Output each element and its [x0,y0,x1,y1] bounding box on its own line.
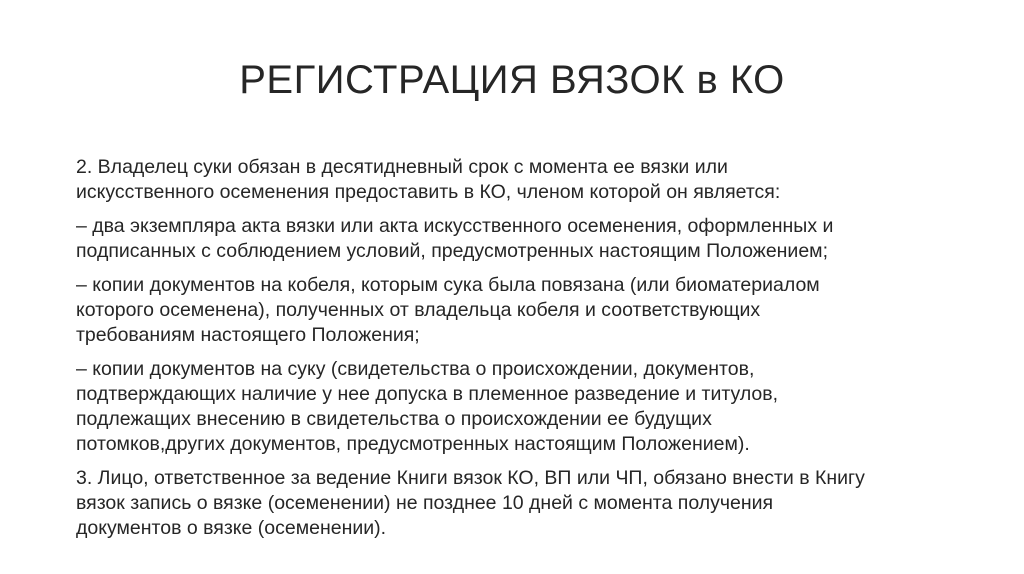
paragraph-owner-obligation: 2. Владелец суки обязан в десятидневный срок с момента ее вязки или искусственного осеменения предоставить в КО, членом которой он является: [76,156,781,203]
slide-title: РЕГИСТРАЦИЯ ВЯЗОК в КО [239,58,785,102]
slide-body [76,155,956,550]
paragraph-registry-deadline: 3. Лицо, ответственное за ведение Книги вязок КО, ВП или ЧП, обязано внести в Книгу вязок запись о вязке (осеменении) не позднее 10 дней с момента получения документов о вязке (осеменении). [76,467,865,539]
paragraph-mating-act-copies: – два экземпляра акта вязки или акта искусственного осеменения, оформленных и подписанных с соблюдением условий, предусмотренных настоящим Положением; [76,215,834,262]
paragraph-male-documents: – копии документов на кобеля, которым сука была повязана (или биоматериалом которого осеменена), полученных от владельца кобеля и соответствующих требованиям настоящего Положения; [76,274,820,346]
paragraph-female-documents: – копии документов на суку (свидетельства о происхождении, документов, подтверждающих наличие у нее допуска в племенное разведение и титулов, подлежащих внесению в свидетельства о происхождении ее будущих потомков,других документов, предусмотренных настоящим Положением). [76,358,779,455]
